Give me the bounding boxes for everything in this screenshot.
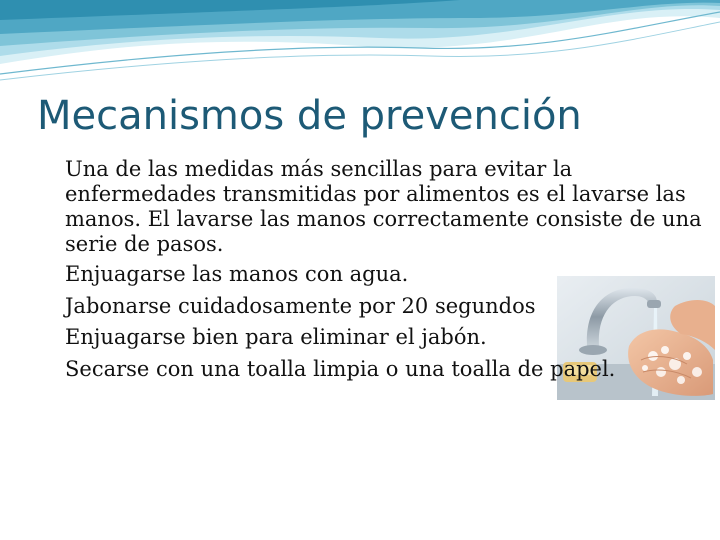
intro-paragraph: Una de las medidas más sencillas para evitar la enfermedades transmitidas por alimentos es el lavarse las manos. El lavarse las manos correctamente consiste de una serie de pasos. bbox=[65, 157, 702, 256]
step-4: Secarse con una toalla limpia o una toalla de papel. bbox=[65, 356, 616, 381]
slide-title: Mecanismos de prevención bbox=[37, 93, 582, 139]
step-3: Enjuagarse bien para eliminar el jabón. bbox=[65, 325, 487, 349]
step-1: Enjuagarse las manos con agua. bbox=[65, 262, 409, 286]
header-wave-decoration bbox=[0, 0, 720, 90]
step-2: Jabonarse cuidadosamente por 20 segundos bbox=[65, 293, 536, 318]
